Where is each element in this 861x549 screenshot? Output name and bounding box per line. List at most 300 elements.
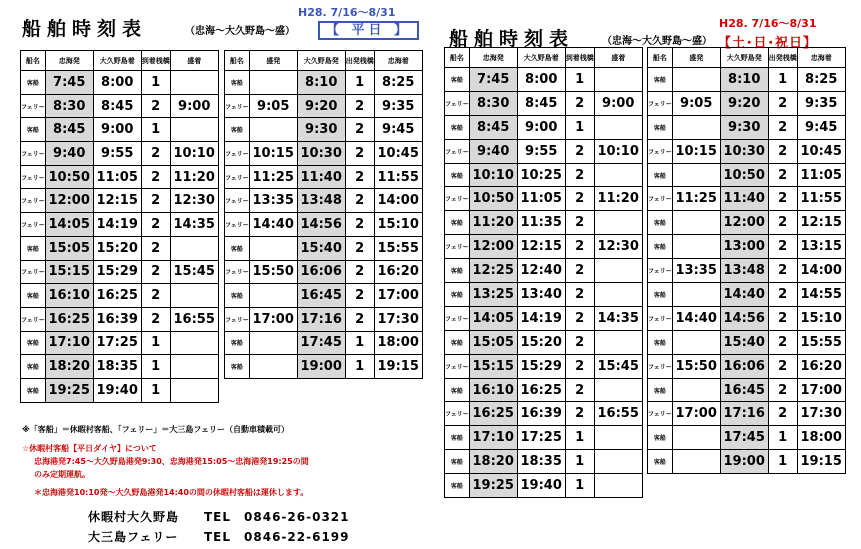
- cell-dep: [249, 118, 297, 142]
- cell-dep: [249, 236, 297, 260]
- cell-mid: 14:56: [720, 306, 768, 330]
- cell-ship: フェリー: [445, 187, 470, 211]
- table-row: [648, 139, 846, 163]
- table-row: [21, 307, 219, 331]
- table-row: [648, 235, 846, 259]
- cell-ship: 客船: [21, 118, 46, 142]
- cell-pier: 2: [345, 165, 374, 189]
- cell-arr: 18:00: [374, 331, 422, 355]
- cell-dep: 7:45: [45, 71, 93, 95]
- cell-pier: 1: [565, 426, 594, 450]
- cell-mid: 17:16: [297, 307, 345, 331]
- table-row: [445, 354, 643, 378]
- cell-pier: 1: [565, 474, 594, 498]
- left-title: 船舶時刻表: [22, 18, 148, 40]
- cell-arr: 13:15: [797, 235, 845, 259]
- table-row: [445, 474, 643, 498]
- cell-pier: 1: [768, 68, 797, 92]
- cell-mid: 10:25: [517, 163, 565, 187]
- cell-ship: 客船: [445, 426, 470, 450]
- cell-dep: 8:45: [469, 115, 517, 139]
- table-row: [648, 163, 846, 187]
- cell-mid: 17:25: [517, 426, 565, 450]
- cell-pier: 1: [141, 331, 170, 355]
- header-pier: 到着桟橋: [141, 51, 170, 71]
- cell-arr: [594, 259, 642, 283]
- cell-ship: 客船: [445, 378, 470, 402]
- cell-pier: 2: [565, 187, 594, 211]
- cell-arr: 11:05: [797, 163, 845, 187]
- cell-arr: 16:20: [797, 354, 845, 378]
- cell-dep: [249, 71, 297, 95]
- cell-ship: フェリー: [648, 259, 673, 283]
- right-outbound-table: [444, 47, 643, 498]
- cell-mid: 11:05: [517, 187, 565, 211]
- cell-pier: 2: [768, 211, 797, 235]
- table-row: [648, 306, 846, 330]
- cell-arr: 15:45: [594, 354, 642, 378]
- cell-arr: [170, 118, 218, 142]
- cell-mid: 9:55: [517, 139, 565, 163]
- table-row: [225, 260, 423, 284]
- table-row: [445, 330, 643, 354]
- table-row: [445, 450, 643, 474]
- cell-pier: 2: [141, 284, 170, 308]
- cell-pier: 2: [565, 283, 594, 307]
- cell-mid: 9:55: [93, 142, 141, 166]
- table-row: [445, 115, 643, 139]
- cell-mid: 19:00: [720, 450, 768, 474]
- cell-arr: 15:45: [170, 260, 218, 284]
- cell-arr: [594, 115, 642, 139]
- table-row: [21, 118, 219, 142]
- cell-ship: 客船: [445, 211, 470, 235]
- table-row: [648, 426, 846, 450]
- cell-dep: 15:15: [469, 354, 517, 378]
- cell-dep: 11:25: [672, 187, 720, 211]
- cell-arr: 18:00: [797, 426, 845, 450]
- cell-pier: 2: [768, 139, 797, 163]
- cell-ship: 客船: [648, 283, 673, 307]
- cell-arr: 17:00: [797, 378, 845, 402]
- cell-ship: フェリー: [21, 165, 46, 189]
- cell-mid: 13:40: [517, 283, 565, 307]
- cell-arr: 10:10: [170, 142, 218, 166]
- cell-ship: フェリー: [225, 165, 250, 189]
- cell-pier: 2: [345, 307, 374, 331]
- cell-dep: 15:05: [469, 330, 517, 354]
- cell-ship: 客船: [648, 68, 673, 92]
- cell-ship: 客船: [445, 330, 470, 354]
- cell-mid: 13:48: [720, 259, 768, 283]
- table-row: [21, 165, 219, 189]
- table-row: [21, 331, 219, 355]
- cell-dep: 12:00: [45, 189, 93, 213]
- cell-mid: 10:30: [720, 139, 768, 163]
- cell-ship: フェリー: [225, 213, 250, 237]
- right-date: H28. 7/16～8/31: [719, 17, 817, 30]
- cell-arr: 15:10: [374, 213, 422, 237]
- cell-pier: 2: [768, 402, 797, 426]
- cell-dep: [672, 115, 720, 139]
- cell-ship: フェリー: [225, 307, 250, 331]
- table-row: [445, 378, 643, 402]
- cell-arr: 9:45: [797, 115, 845, 139]
- header-dep: 盛発: [672, 48, 720, 68]
- cell-mid: 15:20: [517, 330, 565, 354]
- cell-dep: 11:20: [469, 211, 517, 235]
- cell-mid: 18:35: [93, 355, 141, 379]
- cell-ship: 客船: [648, 163, 673, 187]
- cell-dep: 16:10: [45, 284, 93, 308]
- cell-dep: 14:05: [469, 306, 517, 330]
- cell-arr: 17:30: [374, 307, 422, 331]
- cell-ship: フェリー: [225, 142, 250, 166]
- cell-dep: 10:10: [469, 163, 517, 187]
- cell-ship: フェリー: [21, 260, 46, 284]
- cell-pier: 1: [768, 450, 797, 474]
- cell-mid: 16:45: [297, 284, 345, 308]
- header-arr: 忠海着: [374, 51, 422, 71]
- cell-dep: [249, 331, 297, 355]
- cell-mid: 8:00: [93, 71, 141, 95]
- cell-pier: 1: [141, 71, 170, 95]
- cell-pier: 2: [565, 235, 594, 259]
- cell-dep: 17:00: [249, 307, 297, 331]
- cell-ship: 客船: [648, 235, 673, 259]
- cell-mid: 18:35: [517, 450, 565, 474]
- cell-mid: 19:40: [93, 378, 141, 402]
- header-pier: 出発桟橋: [768, 48, 797, 68]
- cell-dep: 8:30: [45, 94, 93, 118]
- cell-pier: 2: [768, 306, 797, 330]
- right-title: 船舶時刻表: [449, 28, 575, 50]
- cell-dep: [249, 284, 297, 308]
- table-row: [648, 378, 846, 402]
- cell-arr: 16:20: [374, 260, 422, 284]
- table-row: [445, 235, 643, 259]
- cell-ship: 客船: [225, 236, 250, 260]
- cell-ship: フェリー: [445, 91, 470, 115]
- cell-mid: 19:00: [297, 355, 345, 379]
- table-row: [648, 68, 846, 92]
- table-row: [445, 283, 643, 307]
- cell-dep: [672, 378, 720, 402]
- cell-ship: 客船: [21, 331, 46, 355]
- note-red-2: 忠海港発7:45～大久野島港発9:30、忠海港発15:05～忠海港発19:25の間: [34, 457, 309, 466]
- cell-pier: 2: [345, 118, 374, 142]
- cell-pier: 2: [768, 91, 797, 115]
- cell-mid: 16:39: [93, 307, 141, 331]
- cell-pier: 2: [565, 91, 594, 115]
- cell-ship: 客船: [21, 284, 46, 308]
- cell-mid: 9:30: [720, 115, 768, 139]
- table-row: [225, 236, 423, 260]
- cell-pier: 2: [565, 402, 594, 426]
- cell-mid: 10:30: [297, 142, 345, 166]
- cell-dep: [672, 235, 720, 259]
- cell-dep: 17:10: [45, 331, 93, 355]
- cell-ship: フェリー: [21, 94, 46, 118]
- header-mid: 大久野島着: [93, 51, 141, 71]
- contact-tel-2: TEL 0846-22-6199: [204, 530, 350, 544]
- table-row: [21, 71, 219, 95]
- cell-dep: 14:40: [249, 213, 297, 237]
- table-row: [445, 402, 643, 426]
- left-return-table: [224, 50, 423, 379]
- table-row: [445, 139, 643, 163]
- cell-ship: フェリー: [21, 213, 46, 237]
- cell-dep: [672, 68, 720, 92]
- cell-ship: 客船: [225, 331, 250, 355]
- header-ship: 船名: [445, 48, 470, 68]
- table-row: [445, 163, 643, 187]
- cell-pier: 2: [345, 284, 374, 308]
- table-row: [648, 115, 846, 139]
- cell-pier: 2: [768, 163, 797, 187]
- cell-arr: [170, 71, 218, 95]
- cell-mid: 8:10: [720, 68, 768, 92]
- header-arr: 忠海着: [797, 48, 845, 68]
- cell-mid: 17:16: [720, 402, 768, 426]
- cell-mid: 9:00: [517, 115, 565, 139]
- table-row: [225, 189, 423, 213]
- table-row: [225, 94, 423, 118]
- note-red-4: ＊忠海港発10:10発～大久野島港発14:40の間の休暇村客船は運休します。: [34, 488, 309, 497]
- table-row: [21, 189, 219, 213]
- cell-pier: 1: [345, 355, 374, 379]
- cell-ship: 客船: [445, 68, 470, 92]
- cell-mid: 16:45: [720, 378, 768, 402]
- table-row: [445, 211, 643, 235]
- table-row: [21, 213, 219, 237]
- header-mid: 大久野島着: [517, 48, 565, 68]
- table-row: [21, 284, 219, 308]
- cell-ship: 客船: [648, 211, 673, 235]
- cell-pier: 1: [141, 118, 170, 142]
- cell-pier: 2: [768, 259, 797, 283]
- table-row: [648, 402, 846, 426]
- cell-dep: 10:50: [45, 165, 93, 189]
- cell-mid: 8:00: [517, 68, 565, 92]
- table-row: [225, 118, 423, 142]
- cell-pier: 2: [768, 330, 797, 354]
- cell-ship: フェリー: [648, 354, 673, 378]
- cell-pier: 2: [345, 142, 374, 166]
- cell-pier: 2: [345, 260, 374, 284]
- cell-arr: [594, 283, 642, 307]
- cell-mid: 11:35: [517, 211, 565, 235]
- cell-ship: 客船: [445, 450, 470, 474]
- cell-pier: 2: [345, 94, 374, 118]
- cell-ship: フェリー: [225, 94, 250, 118]
- cell-arr: 12:30: [594, 235, 642, 259]
- cell-arr: [594, 426, 642, 450]
- cell-mid: 17:25: [93, 331, 141, 355]
- cell-arr: 9:00: [170, 94, 218, 118]
- cell-pier: 2: [141, 189, 170, 213]
- left-outbound-table: [20, 50, 219, 403]
- cell-ship: 客船: [21, 236, 46, 260]
- cell-dep: 19:25: [45, 378, 93, 402]
- cell-mid: 14:56: [297, 213, 345, 237]
- cell-ship: フェリー: [648, 187, 673, 211]
- cell-mid: 16:39: [517, 402, 565, 426]
- cell-ship: フェリー: [225, 189, 250, 213]
- table-row: [21, 142, 219, 166]
- cell-pier: 1: [768, 426, 797, 450]
- cell-dep: 7:45: [469, 68, 517, 92]
- cell-ship: 客船: [648, 115, 673, 139]
- cell-ship: フェリー: [21, 142, 46, 166]
- cell-dep: 10:15: [249, 142, 297, 166]
- cell-ship: 客船: [21, 378, 46, 402]
- cell-pier: 1: [565, 450, 594, 474]
- cell-ship: 客船: [648, 450, 673, 474]
- cell-mid: 9:20: [720, 91, 768, 115]
- table-row: [21, 378, 219, 402]
- contact-name-1: 休暇村大久野島: [88, 510, 180, 524]
- cell-arr: 10:10: [594, 139, 642, 163]
- cell-arr: [170, 355, 218, 379]
- cell-arr: 16:55: [594, 402, 642, 426]
- cell-dep: [672, 330, 720, 354]
- header-pier: 到着桟橋: [565, 48, 594, 68]
- header-mid: 大久野島発: [720, 48, 768, 68]
- cell-mid: 12:00: [720, 211, 768, 235]
- cell-dep: 14:05: [45, 213, 93, 237]
- cell-ship: フェリー: [225, 260, 250, 284]
- cell-dep: 13:35: [249, 189, 297, 213]
- cell-ship: 客船: [21, 71, 46, 95]
- cell-arr: [594, 163, 642, 187]
- cell-arr: [594, 330, 642, 354]
- header-ship: 船名: [225, 51, 250, 71]
- cell-arr: 11:20: [594, 187, 642, 211]
- cell-pier: 2: [141, 94, 170, 118]
- cell-arr: [594, 211, 642, 235]
- cell-pier: 1: [345, 331, 374, 355]
- cell-arr: 19:15: [797, 450, 845, 474]
- cell-mid: 9:30: [297, 118, 345, 142]
- cell-dep: 16:25: [469, 402, 517, 426]
- table-row: [445, 306, 643, 330]
- cell-arr: 14:00: [374, 189, 422, 213]
- cell-mid: 12:15: [517, 235, 565, 259]
- cell-mid: 10:50: [720, 163, 768, 187]
- cell-mid: 15:29: [93, 260, 141, 284]
- cell-pier: 2: [141, 213, 170, 237]
- cell-mid: 17:45: [720, 426, 768, 450]
- cell-ship: フェリー: [21, 189, 46, 213]
- cell-ship: フェリー: [648, 306, 673, 330]
- left-route: （忠海～大久野島～盛）: [185, 26, 295, 37]
- cell-pier: 2: [768, 115, 797, 139]
- cell-mid: 11:40: [720, 187, 768, 211]
- cell-mid: 11:05: [93, 165, 141, 189]
- cell-arr: 8:25: [797, 68, 845, 92]
- cell-pier: 2: [565, 306, 594, 330]
- header-arr: 盛着: [594, 48, 642, 68]
- legend-note: ※「客船」＝休暇村客船、「フェリー」＝大三島フェリー（自動車積載可）: [22, 425, 289, 434]
- cell-arr: 15:55: [797, 330, 845, 354]
- cell-pier: 2: [141, 165, 170, 189]
- header-arr: 盛着: [170, 51, 218, 71]
- cell-pier: 2: [768, 235, 797, 259]
- cell-mid: 14:19: [517, 306, 565, 330]
- cell-arr: 14:35: [170, 213, 218, 237]
- cell-pier: 1: [141, 378, 170, 402]
- cell-dep: 15:15: [45, 260, 93, 284]
- cell-dep: 8:45: [45, 118, 93, 142]
- cell-pier: 2: [565, 330, 594, 354]
- cell-mid: 8:45: [93, 94, 141, 118]
- cell-ship: フェリー: [445, 306, 470, 330]
- cell-dep: 9:05: [249, 94, 297, 118]
- cell-mid: 14:19: [93, 213, 141, 237]
- cell-ship: フェリー: [648, 91, 673, 115]
- table-row: [648, 283, 846, 307]
- cell-mid: 15:40: [720, 330, 768, 354]
- right-day-label: 【土･日･祝日】: [718, 36, 818, 51]
- header-ship: 船名: [21, 51, 46, 71]
- cell-dep: [672, 283, 720, 307]
- cell-ship: フェリー: [648, 402, 673, 426]
- cell-mid: 9:00: [93, 118, 141, 142]
- cell-dep: 15:05: [45, 236, 93, 260]
- right-route: （忠海～大久野島～盛）: [602, 36, 712, 47]
- left-date: H28. 7/16～8/31: [298, 6, 396, 19]
- cell-pier: 2: [768, 283, 797, 307]
- cell-ship: 客船: [648, 330, 673, 354]
- cell-arr: [594, 450, 642, 474]
- cell-ship: フェリー: [445, 235, 470, 259]
- cell-arr: [170, 236, 218, 260]
- table-row: [225, 71, 423, 95]
- cell-ship: 客船: [445, 115, 470, 139]
- cell-arr: 10:45: [797, 139, 845, 163]
- header-pier: 出発桟橋: [345, 51, 374, 71]
- cell-pier: 2: [345, 236, 374, 260]
- cell-arr: 12:30: [170, 189, 218, 213]
- contact-tel-1: TEL 0846-26-0321: [204, 510, 350, 524]
- cell-mid: 13:48: [297, 189, 345, 213]
- cell-arr: [170, 378, 218, 402]
- cell-dep: 11:25: [249, 165, 297, 189]
- table-row: [445, 426, 643, 450]
- table-row: [225, 142, 423, 166]
- cell-mid: 8:45: [517, 91, 565, 115]
- cell-ship: 客船: [21, 355, 46, 379]
- cell-pier: 1: [141, 355, 170, 379]
- cell-dep: [672, 211, 720, 235]
- cell-arr: 14:00: [797, 259, 845, 283]
- cell-mid: 15:29: [517, 354, 565, 378]
- cell-arr: [594, 68, 642, 92]
- cell-ship: フェリー: [445, 402, 470, 426]
- cell-arr: [594, 378, 642, 402]
- cell-dep: 17:10: [469, 426, 517, 450]
- cell-arr: 14:55: [797, 283, 845, 307]
- cell-dep: 18:20: [45, 355, 93, 379]
- table-row: [225, 307, 423, 331]
- cell-dep: 15:50: [672, 354, 720, 378]
- cell-ship: 客船: [225, 284, 250, 308]
- cell-dep: 18:20: [469, 450, 517, 474]
- header-ship: 船名: [648, 48, 673, 68]
- table-row: [648, 91, 846, 115]
- cell-pier: 2: [768, 354, 797, 378]
